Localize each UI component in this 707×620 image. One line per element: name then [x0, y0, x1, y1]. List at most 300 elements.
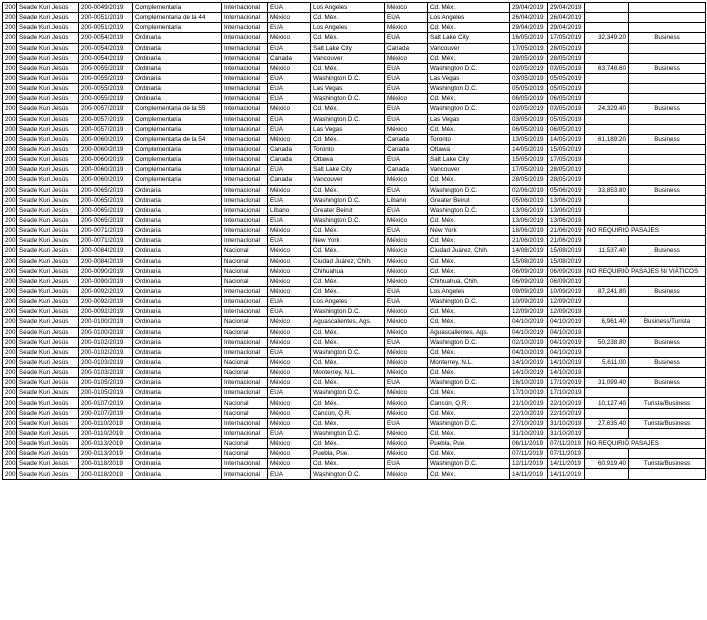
start-date-cell: 13/05/2019 — [510, 134, 548, 144]
scope-cell: Internacional — [222, 185, 268, 195]
end-date-cell: 05/05/2019 — [548, 114, 585, 124]
end-date-cell: 14/10/2019 — [548, 368, 585, 378]
origin-country-cell: México — [268, 398, 311, 408]
unit-cell: 200 — [3, 276, 17, 286]
table-row — [3, 439, 706, 449]
unit-cell: 200 — [3, 256, 17, 266]
folio-cell: 200-0107/2019 — [79, 398, 133, 408]
table-body — [3, 3, 706, 480]
type-cell: Complementaria de la 54 — [133, 134, 222, 144]
folio-cell: 200-0102/2019 — [79, 347, 133, 357]
origin-country-cell: EUA — [268, 236, 311, 246]
start-date-cell: 06/09/2019 — [510, 276, 548, 286]
start-date-cell: 14/05/2019 — [510, 144, 548, 154]
amount-cell — [585, 195, 629, 205]
folio-cell: 200-0110/2019 — [79, 428, 133, 438]
unit-cell: 200 — [3, 236, 17, 246]
dest-city-cell: Chihuahua, Chih. — [428, 276, 510, 286]
origin-country-cell: EUA — [268, 114, 311, 124]
dest-country-cell: EUA — [385, 63, 428, 73]
origin-country-cell: México — [268, 317, 311, 327]
scope-cell: Internacional — [222, 165, 268, 175]
origin-city-cell: Salt Lake City — [311, 43, 385, 53]
class-cell — [629, 347, 706, 357]
origin-country-cell: México — [268, 368, 311, 378]
unit-cell: 200 — [3, 84, 17, 94]
origin-country-cell: México — [268, 246, 311, 256]
scope-cell: Internacional — [222, 63, 268, 73]
origin-city-cell: New York — [311, 236, 385, 246]
travel-records-table — [2, 2, 706, 480]
folio-cell: 200-0065/2019 — [79, 185, 133, 195]
class-cell — [629, 236, 706, 246]
name-cell: Seade Kuri Jesús — [17, 449, 79, 459]
end-date-cell: 06/05/2019 — [548, 94, 585, 104]
origin-country-cell: México — [268, 286, 311, 296]
class-cell — [629, 195, 706, 205]
dest-country-cell: México — [385, 246, 428, 256]
class-cell — [629, 256, 706, 266]
start-date-cell: 03/05/2019 — [510, 114, 548, 124]
start-date-cell: 03/05/2019 — [510, 73, 548, 83]
unit-cell: 200 — [3, 398, 17, 408]
origin-city-cell: Cd. Méx. — [311, 378, 385, 388]
origin-country-cell: EUA — [268, 215, 311, 225]
table-row — [3, 337, 706, 347]
scope-cell: Internacional — [222, 134, 268, 144]
type-cell: Ordinaria — [133, 378, 222, 388]
origin-country-cell: EUA — [268, 94, 311, 104]
origin-city-cell: Washington D.C. — [311, 215, 385, 225]
unit-cell: 200 — [3, 317, 17, 327]
scope-cell: Internacional — [222, 13, 268, 23]
folio-cell: 200-0065/2019 — [79, 205, 133, 215]
end-date-cell: 28/05/2019 — [548, 165, 585, 175]
dest-country-cell: EUA — [385, 155, 428, 165]
amount-cell — [585, 388, 629, 398]
folio-cell: 200-0084/2019 — [79, 256, 133, 266]
class-cell: Business — [629, 104, 706, 114]
unit-cell: 200 — [3, 368, 17, 378]
folio-cell: 200-0110/2019 — [79, 418, 133, 428]
start-date-cell: 02/05/2019 — [510, 63, 548, 73]
end-date-cell: 13/06/2019 — [548, 195, 585, 205]
folio-cell: 200-0071/2019 — [79, 226, 133, 236]
dest-city-cell: Cd. Méx. — [428, 256, 510, 266]
folio-cell: 200-0055/2019 — [79, 94, 133, 104]
scope-cell: Internacional — [222, 23, 268, 33]
unit-cell: 200 — [3, 43, 17, 53]
folio-cell: 200-0102/2019 — [79, 337, 133, 347]
type-cell: Complementaria — [133, 124, 222, 134]
table-row — [3, 155, 706, 165]
dest-city-cell: Washington D.C. — [428, 63, 510, 73]
name-cell: Seade Kuri Jesús — [17, 53, 79, 63]
name-cell: Seade Kuri Jesús — [17, 13, 79, 23]
amount-cell — [585, 347, 629, 357]
class-cell — [629, 368, 706, 378]
folio-cell: 200-0100/2019 — [79, 317, 133, 327]
table-row — [3, 388, 706, 398]
scope-cell: Nacional — [222, 408, 268, 418]
amount-cell: 50,238.80 — [585, 337, 629, 347]
dest-city-cell: Cancún, Q.R. — [428, 398, 510, 408]
name-cell: Seade Kuri Jesús — [17, 73, 79, 83]
dest-country-cell: EUA — [385, 33, 428, 43]
origin-country-cell: México — [268, 13, 311, 23]
origin-city-cell: Washington D.C. — [311, 94, 385, 104]
folio-cell: 200-0057/2019 — [79, 124, 133, 134]
unit-cell: 200 — [3, 185, 17, 195]
start-date-cell: 12/09/2019 — [510, 307, 548, 317]
amount-cell — [585, 307, 629, 317]
folio-cell: 200-0049/2019 — [79, 3, 133, 13]
type-cell: Ordinaria — [133, 347, 222, 357]
dest-country-cell: México — [385, 449, 428, 459]
type-cell: Ordinaria — [133, 226, 222, 236]
end-date-cell: 10/09/2019 — [548, 286, 585, 296]
class-cell: Business — [629, 33, 706, 43]
origin-city-cell: Cd. Méx. — [311, 226, 385, 236]
class-cell — [629, 276, 706, 286]
name-cell: Seade Kuri Jesús — [17, 195, 79, 205]
name-cell: Seade Kuri Jesús — [17, 388, 79, 398]
scope-cell: Internacional — [222, 236, 268, 246]
unit-cell: 200 — [3, 347, 17, 357]
origin-city-cell: Monterrey, N.L. — [311, 368, 385, 378]
end-date-cell: 05/06/2019 — [548, 185, 585, 195]
type-cell: Ordinaria — [133, 469, 222, 479]
folio-cell: 200-0100/2019 — [79, 327, 133, 337]
class-cell — [629, 3, 706, 13]
origin-city-cell: Cd. Méx. — [311, 439, 385, 449]
origin-country-cell: México — [268, 439, 311, 449]
amount-cell: 60,919.40 — [585, 459, 629, 469]
folio-cell: 200-0092/2019 — [79, 297, 133, 307]
amount-cell: 32,349.20 — [585, 33, 629, 43]
origin-country-cell: México — [268, 449, 311, 459]
amount-cell — [585, 236, 629, 246]
amount-cell — [585, 155, 629, 165]
start-date-cell: 15/08/2019 — [510, 256, 548, 266]
table-row — [3, 246, 706, 256]
table-row — [3, 104, 706, 114]
origin-country-cell: México — [268, 63, 311, 73]
dest-country-cell: México — [385, 368, 428, 378]
dest-country-cell: México — [385, 307, 428, 317]
unit-cell: 200 — [3, 327, 17, 337]
start-date-cell: 09/09/2019 — [510, 286, 548, 296]
dest-city-cell: Vancouver — [428, 165, 510, 175]
dest-country-cell: México — [385, 398, 428, 408]
table-row — [3, 94, 706, 104]
amount-cell — [585, 43, 629, 53]
name-cell: Seade Kuri Jesús — [17, 3, 79, 13]
folio-cell: 200-0057/2019 — [79, 114, 133, 124]
name-cell: Seade Kuri Jesús — [17, 43, 79, 53]
end-date-cell: 12/09/2019 — [548, 297, 585, 307]
end-date-cell: 13/06/2019 — [548, 215, 585, 225]
start-date-cell: 14/11/2019 — [510, 469, 548, 479]
scope-cell: Internacional — [222, 104, 268, 114]
table-row — [3, 13, 706, 23]
name-cell: Seade Kuri Jesús — [17, 307, 79, 317]
type-cell: Ordinaria — [133, 84, 222, 94]
origin-country-cell: México — [268, 337, 311, 347]
amount-cell — [585, 3, 629, 13]
type-cell: Ordinaria — [133, 337, 222, 347]
dest-city-cell: Washington D.C. — [428, 418, 510, 428]
type-cell: Ordinaria — [133, 43, 222, 53]
class-cell: Business — [629, 357, 706, 367]
type-cell: Ordinaria — [133, 246, 222, 256]
origin-country-cell: Canada — [268, 155, 311, 165]
class-cell — [629, 205, 706, 215]
dest-city-cell: Los Angeles — [428, 286, 510, 296]
folio-cell: 200-0060/2019 — [79, 165, 133, 175]
unit-cell: 200 — [3, 94, 17, 104]
origin-city-cell: Toronto — [311, 144, 385, 154]
class-cell — [629, 469, 706, 479]
origin-city-cell: Greater Beirut — [311, 205, 385, 215]
class-cell — [629, 428, 706, 438]
class-cell: Business — [629, 134, 706, 144]
table-row — [3, 428, 706, 438]
dest-city-cell: Cd. Méx. — [428, 3, 510, 13]
scope-cell: Internacional — [222, 94, 268, 104]
table-row — [3, 327, 706, 337]
name-cell: Seade Kuri Jesús — [17, 317, 79, 327]
origin-country-cell: México — [268, 459, 311, 469]
unit-cell: 200 — [3, 449, 17, 459]
dest-country-cell: México — [385, 23, 428, 33]
name-cell: Seade Kuri Jesús — [17, 165, 79, 175]
name-cell: Seade Kuri Jesús — [17, 428, 79, 438]
name-cell: Seade Kuri Jesús — [17, 398, 79, 408]
end-date-cell: 04/10/2019 — [548, 347, 585, 357]
class-cell: Business — [629, 337, 706, 347]
table-row — [3, 165, 706, 175]
unit-cell: 200 — [3, 439, 17, 449]
start-date-cell: 06/09/2019 — [510, 266, 548, 276]
start-date-cell: 28/05/2019 — [510, 53, 548, 63]
dest-city-cell: Cd. Méx. — [428, 215, 510, 225]
scope-cell: Internacional — [222, 388, 268, 398]
dest-country-cell: México — [385, 215, 428, 225]
origin-country-cell: EUA — [268, 124, 311, 134]
end-date-cell: 12/09/2019 — [548, 307, 585, 317]
table-row — [3, 23, 706, 33]
type-cell: Ordinaria — [133, 33, 222, 43]
origin-city-cell: Cd. Méx. — [311, 104, 385, 114]
origin-city-cell: Cd. Méx. — [311, 357, 385, 367]
dest-country-cell: Canada — [385, 165, 428, 175]
end-date-cell: 04/10/2019 — [548, 327, 585, 337]
type-cell: Complementaria — [133, 144, 222, 154]
dest-country-cell: EUA — [385, 73, 428, 83]
unit-cell: 200 — [3, 33, 17, 43]
unit-cell: 200 — [3, 195, 17, 205]
unit-cell: 200 — [3, 428, 17, 438]
type-cell: Ordinaria — [133, 439, 222, 449]
folio-cell: 200-0118/2019 — [79, 469, 133, 479]
folio-cell: 200-0113/2019 — [79, 439, 133, 449]
type-cell: Ordinaria — [133, 357, 222, 367]
dest-country-cell: México — [385, 439, 428, 449]
table-row — [3, 459, 706, 469]
name-cell: Seade Kuri Jesús — [17, 63, 79, 73]
name-cell: Seade Kuri Jesús — [17, 236, 79, 246]
origin-country-cell: México — [268, 378, 311, 388]
name-cell: Seade Kuri Jesús — [17, 418, 79, 428]
scope-cell: Internacional — [222, 428, 268, 438]
origin-city-cell: Cd. Méx. — [311, 13, 385, 23]
type-cell: Complementaria — [133, 165, 222, 175]
end-date-cell: 17/05/2019 — [548, 155, 585, 165]
table-row — [3, 185, 706, 195]
unit-cell: 200 — [3, 205, 17, 215]
folio-cell: 200-0065/2019 — [79, 215, 133, 225]
origin-country-cell: México — [268, 266, 311, 276]
type-cell: Complementaria — [133, 175, 222, 185]
type-cell: Ordinaria — [133, 63, 222, 73]
origin-city-cell: Cd. Méx. — [311, 398, 385, 408]
origin-city-cell: Aguascalientes, Ags. — [311, 317, 385, 327]
scope-cell: Nacional — [222, 368, 268, 378]
table-row — [3, 286, 706, 296]
table-row — [3, 205, 706, 215]
origin-city-cell: Vancouver — [311, 175, 385, 185]
origin-city-cell: Washington D.C. — [311, 114, 385, 124]
origin-country-cell: México — [268, 327, 311, 337]
origin-country-cell: EUA — [268, 347, 311, 357]
start-date-cell: 18/06/2019 — [510, 226, 548, 236]
type-cell: Ordinaria — [133, 297, 222, 307]
dest-country-cell: EUA — [385, 418, 428, 428]
scope-cell: Internacional — [222, 124, 268, 134]
start-date-cell: 05/05/2019 — [510, 84, 548, 94]
unit-cell: 200 — [3, 124, 17, 134]
end-date-cell: 14/05/2019 — [548, 134, 585, 144]
dest-city-cell: Cd. Méx. — [428, 124, 510, 134]
table-row — [3, 276, 706, 286]
start-date-cell: 04/10/2019 — [510, 347, 548, 357]
dest-country-cell: México — [385, 347, 428, 357]
type-cell: Ordinaria — [133, 388, 222, 398]
dest-country-cell: Canada — [385, 43, 428, 53]
origin-city-cell: Cd. Méx. — [311, 418, 385, 428]
amount-cell — [585, 327, 629, 337]
class-cell — [629, 388, 706, 398]
scope-cell: Internacional — [222, 84, 268, 94]
amount-cell — [585, 23, 629, 33]
dest-country-cell: México — [385, 408, 428, 418]
scope-cell: Internacional — [222, 43, 268, 53]
name-cell: Seade Kuri Jesús — [17, 266, 79, 276]
unit-cell: 200 — [3, 286, 17, 296]
scope-cell: Internacional — [222, 195, 268, 205]
dest-city-cell: Cd. Méx. — [428, 347, 510, 357]
type-cell: Complementaria de la 44 — [133, 13, 222, 23]
origin-country-cell: EUA — [268, 43, 311, 53]
end-date-cell: 21/06/2019 — [548, 236, 585, 246]
origin-country-cell: Canada — [268, 53, 311, 63]
start-date-cell: 06/11/2019 — [510, 439, 548, 449]
dest-city-cell: Salt Lake City — [428, 33, 510, 43]
end-date-cell: 05/05/2019 — [548, 73, 585, 83]
class-cell: Business — [629, 246, 706, 256]
name-cell: Seade Kuri Jesús — [17, 337, 79, 347]
type-cell: Ordinaria — [133, 317, 222, 327]
name-cell: Seade Kuri Jesús — [17, 94, 79, 104]
origin-country-cell: EUA — [268, 297, 311, 307]
scope-cell: Nacional — [222, 439, 268, 449]
folio-cell: 200-0054/2019 — [79, 33, 133, 43]
scope-cell: Internacional — [222, 418, 268, 428]
origin-city-cell: Cd. Méx. — [311, 134, 385, 144]
start-date-cell: 04/10/2019 — [510, 327, 548, 337]
amount-cell — [585, 53, 629, 63]
origin-city-cell: Salt Lake City — [311, 165, 385, 175]
dest-country-cell: EUA — [385, 13, 428, 23]
dest-city-cell: Washington D.C. — [428, 104, 510, 114]
origin-country-cell: EUA — [268, 84, 311, 94]
dest-city-cell: Cd. Méx. — [428, 307, 510, 317]
scope-cell: Internacional — [222, 33, 268, 43]
amount-cell — [585, 276, 629, 286]
dest-country-cell: EUA — [385, 205, 428, 215]
folio-cell: 200-0060/2019 — [79, 134, 133, 144]
dest-city-cell: Cd. Méx. — [428, 94, 510, 104]
end-date-cell: 17/05/2019 — [548, 33, 585, 43]
class-cell — [629, 94, 706, 104]
folio-cell: 200-0113/2019 — [79, 449, 133, 459]
type-cell: Ordinaria — [133, 236, 222, 246]
amount-cell: 5,611.00 — [585, 357, 629, 367]
unit-cell: 200 — [3, 297, 17, 307]
dest-city-cell: Cd. Méx. — [428, 266, 510, 276]
start-date-cell: 13/06/2019 — [510, 205, 548, 215]
name-cell: Seade Kuri Jesús — [17, 378, 79, 388]
name-cell: Seade Kuri Jesús — [17, 104, 79, 114]
end-date-cell: 29/04/2019 — [548, 3, 585, 13]
dest-country-cell: México — [385, 3, 428, 13]
type-cell: Complementaria — [133, 23, 222, 33]
class-cell — [629, 165, 706, 175]
type-cell: Ordinaria — [133, 53, 222, 63]
dest-city-cell: Cd. Méx. — [428, 449, 510, 459]
table-row — [3, 368, 706, 378]
dest-country-cell: México — [385, 53, 428, 63]
type-cell: Ordinaria — [133, 94, 222, 104]
table-row — [3, 449, 706, 459]
folio-cell: 200-0060/2019 — [79, 155, 133, 165]
name-cell: Seade Kuri Jesús — [17, 226, 79, 236]
dest-city-cell: Cd. Méx. — [428, 53, 510, 63]
type-cell: Ordinaria — [133, 368, 222, 378]
origin-country-cell: México — [268, 408, 311, 418]
table-row — [3, 134, 706, 144]
class-cell — [629, 215, 706, 225]
amount-cell — [585, 13, 629, 23]
scope-cell: Nacional — [222, 449, 268, 459]
unit-cell: 200 — [3, 3, 17, 13]
type-cell: Ordinaria — [133, 408, 222, 418]
amount-cell: NO REQUIRIÓ PASAJES NI VIÁTICOS — [585, 266, 706, 276]
dest-city-cell: Ciudad Juárez, Chih. — [428, 246, 510, 256]
origin-city-cell: Los Angeles — [311, 3, 385, 13]
table-row — [3, 398, 706, 408]
